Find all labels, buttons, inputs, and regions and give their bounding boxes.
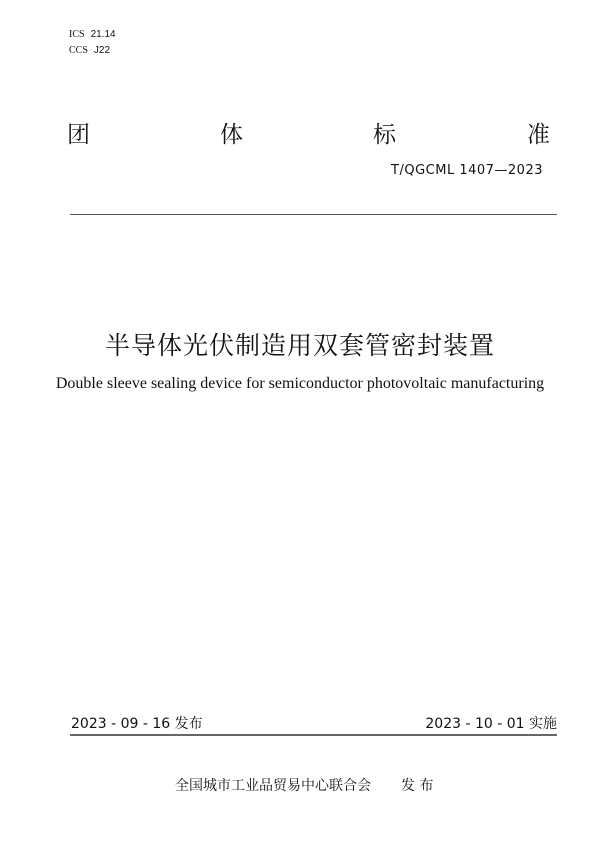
ccs-code xyxy=(69,45,110,56)
standard-code: T/QGCML 1407—2023 xyxy=(391,163,543,178)
publisher-name: 全国城市工业品贸易中心联合会 xyxy=(175,778,371,794)
publish-label: 发 布 xyxy=(401,778,434,794)
ccs-value: J22 xyxy=(93,45,111,56)
ics-value: 21.14 xyxy=(90,29,116,40)
ics-code xyxy=(69,29,116,40)
publisher xyxy=(175,775,433,795)
header-char-2: 体 xyxy=(220,122,243,148)
title-english: Double sleeve sealing device for semiconductor photovoltaic manufacturing xyxy=(55,375,545,392)
top-divider xyxy=(70,214,557,215)
ics-label: ICS xyxy=(69,29,85,40)
issue-date: 2023 - 09 - 16 发布 xyxy=(71,716,203,732)
header-char-4: 准 xyxy=(527,122,550,148)
ccs-label: CCS xyxy=(69,45,88,56)
effective-date: 2023 - 10 - 01 实施 xyxy=(425,716,557,732)
header-char-1: 团 xyxy=(67,122,90,148)
bottom-divider xyxy=(70,734,557,736)
title-chinese: 半导体光伏制造用双套管密封装置 xyxy=(104,331,495,360)
header-char-3: 标 xyxy=(373,122,396,148)
